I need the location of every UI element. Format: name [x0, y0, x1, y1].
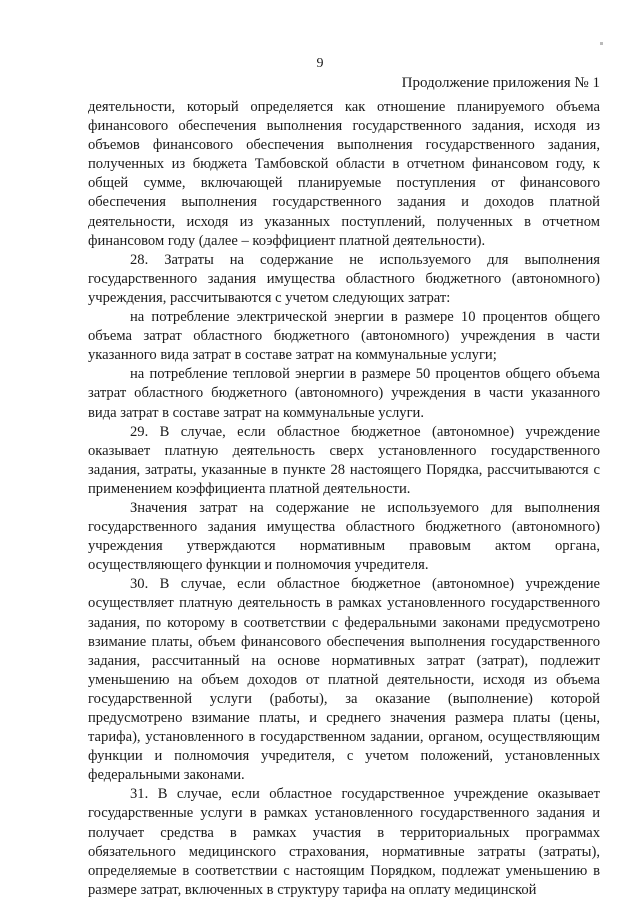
paragraph-28: 28. Затраты на содержание не используемого для выполнения государственного задания имущества областного бюджетного (автономного) учреждения, рассчитываются с учетом следующих затрат:: [88, 251, 600, 306]
paragraph-30: 30. В случае, если областное бюджетное (автономное) учреждение осуществляет платную деятельность в рамках установленного государственного задания, по которому в соответствии с федеральными законами предусмотрено взимание платы, объем финансового обеспечения выполнения государственного задания, рассчитанный на основе нормативных затрат (затрат), подлежит уменьшению на объем доходов от платной деятельности, исходя из объема государственной услуги (работы), за оказание (выполнение) которой предусмотрено взимание платы, и среднего значения размера платы (цены, тарифа), установленного в государственном задании, органом, осуществляющим функции и полномочия учредителя, с учетом положений, установленных федеральными законами.: [88, 576, 600, 784]
paragraph-29: 29. В случае, если областное бюджетное (автономное) учреждение оказывает платную деятельность сверх установленного государственного задания, затраты, указанные в пункте 28 настоящего Порядка, рассчитываются с применением коэффициента платной деятельности.: [88, 423, 600, 497]
scan-dot: [600, 42, 603, 45]
paragraph-28-heat: на потребление тепловой энергии в размере 50 процентов общего объема затрат областного бюджетного (автономного) учреждения в части указанного вида затрат в составе затрат на коммунальные услуги.: [88, 366, 600, 421]
page-number: 9: [316, 56, 324, 71]
paragraph-31: 31. В случае, если областное государственное учреждение оказывает государственные услуги в рамках установленного государственного задания и получает средства в рамках участия в территориальных программах обязательного медицинского страхования, нормативные затраты (затраты), определяемые в соответствии с настоящим Порядком, подлежат уменьшению в размере затрат, включенных в структуру тарифа на оплату медицинской: [88, 786, 600, 898]
paragraph-28-electricity: на потребление электрической энергии в размере 10 процентов общего объема затрат областного бюджетного (автономного) учреждения в части указанного вида затрат в составе затрат на коммунальные услуги;: [88, 309, 600, 364]
appendix-continuation-note: Продолжение приложения № 1: [401, 75, 600, 91]
paragraph-29-values: Значения затрат на содержание не используемого для выполнения государственного задания имущества областного бюджетного (автономного) учреждения утверждаются нормативным правовым актом органа, осуществляющего функции и полномочия учредителя.: [88, 499, 600, 574]
document-body: [88, 98, 600, 900]
paragraph-continuation: деятельности, который определяется как отношение планируемого объема финансового обеспечения выполнения государственного задания, исходя из объемов финансового обеспечения выполнения государственного задания, полученных из бюджета Тамбовской области в отчетном финансовом году, к общей сумме, включающей планируемые поступления от финансового обеспечения выполнения государственного задания и доходов платной деятельности, исходя из указанных поступлений, полученных в отчетном финансовом году (далее – коэффициент платной деятельности).: [88, 99, 600, 249]
